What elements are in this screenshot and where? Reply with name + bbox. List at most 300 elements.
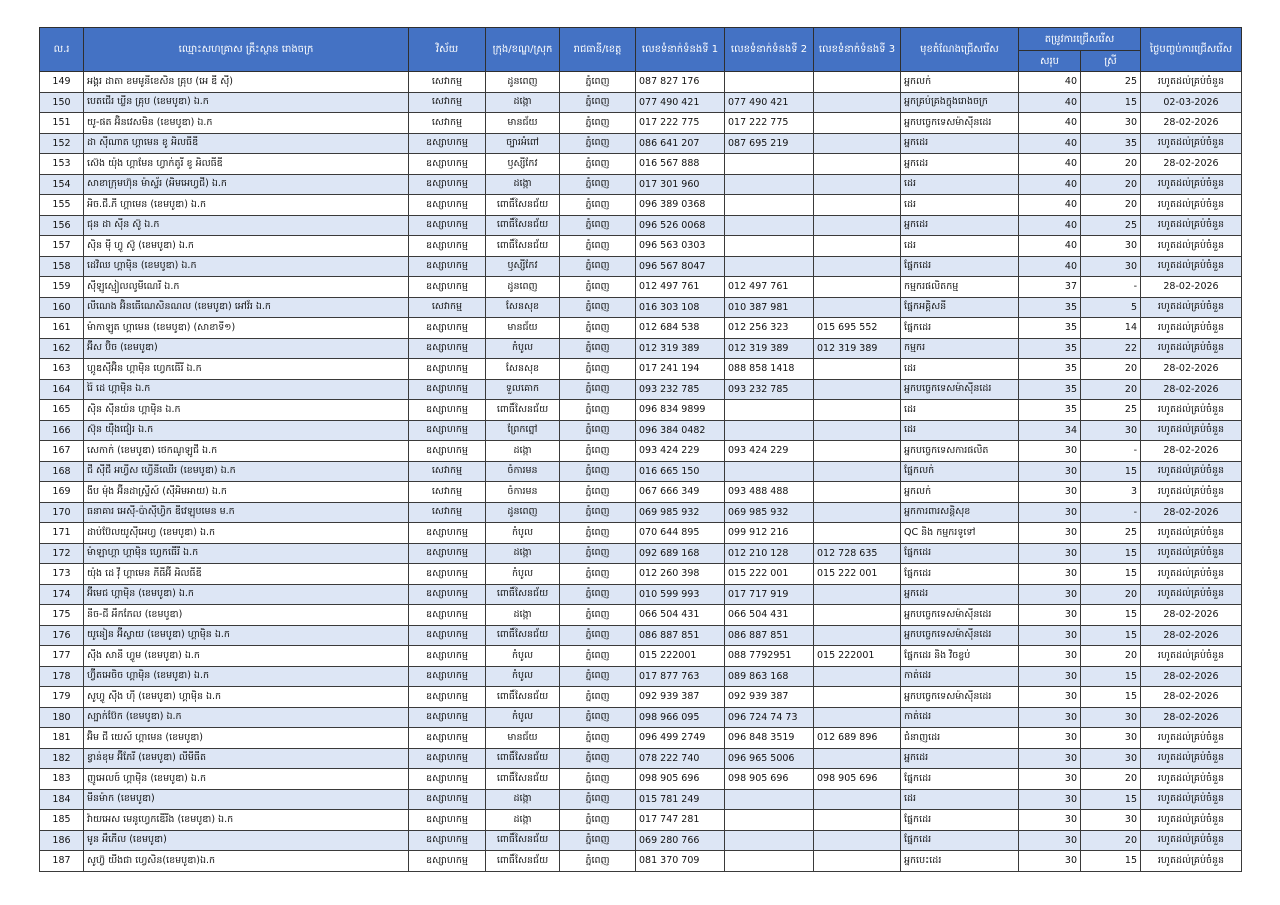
phone-1: 070 644 895 (636, 523, 725, 544)
row-no: 169 (40, 482, 84, 503)
deadline: រហូតដល់គ្រប់ចំនួន (1141, 482, 1242, 503)
phone-2: 096 848 3519 (725, 728, 814, 749)
total-count: 30 (1019, 605, 1081, 626)
position: ដេរ (901, 195, 1019, 216)
phone-1: 012 260 398 (636, 564, 725, 585)
col-no: ល.រ (40, 28, 84, 72)
company-name: ហ្គូឌស៊ីអ៊ិន ហ្គាម៉ិន ហ្វេកធើរី ឯ.ក (84, 359, 409, 380)
company-name: ហ្វ៊ីតអេចិច ហ្គាម៉ិន (ខេមបូឌា) ឯ.ក (84, 666, 409, 687)
phone-1: 016 303 108 (636, 297, 725, 318)
province: ភ្នំពេញ (560, 461, 636, 482)
female-count: 15 (1081, 92, 1141, 113)
phone-2: 089 863 168 (725, 666, 814, 687)
province: ភ្នំពេញ (560, 215, 636, 236)
phone-2: 017 717 919 (725, 584, 814, 605)
company-name: សេកាក់ (ខេមបូឌា) ថេកណូឡូជី ឯ.ក (84, 441, 409, 462)
phone-2 (725, 810, 814, 831)
total-count: 30 (1019, 543, 1081, 564)
deadline: រហូតដល់គ្រប់ចំនួន (1141, 543, 1242, 564)
sector: ឧស្សាហកម្ម (409, 707, 486, 728)
col-female: ស្រី (1081, 51, 1141, 72)
total-count: 40 (1019, 174, 1081, 195)
phone-3: 012 319 389 (814, 338, 901, 359)
phone-1: 077 490 421 (636, 92, 725, 113)
province: ភ្នំពេញ (560, 482, 636, 503)
phone-3 (814, 92, 901, 113)
row-no: 158 (40, 256, 84, 277)
position: ផ្នែកដេរ (901, 543, 1019, 564)
female-count: 14 (1081, 318, 1141, 339)
female-count: 25 (1081, 400, 1141, 421)
deadline: 28-02-2026 (1141, 277, 1242, 298)
company-name: ស៊ីឡូស្មៀលលូមីណេរី ឯ.ក (84, 277, 409, 298)
phone-1: 086 887 851 (636, 625, 725, 646)
total-count: 35 (1019, 297, 1081, 318)
province: ភ្នំពេញ (560, 195, 636, 216)
phone-1: 069 280 766 (636, 830, 725, 851)
province: ភ្នំពេញ (560, 748, 636, 769)
table-row (40, 646, 1242, 667)
company-name: ញូអេលច៍ ហ្គាម៉ិន (ខេមបូឌា) ឯ.ក (84, 769, 409, 790)
district: កំបូល (486, 338, 560, 359)
col-sector: វិស័យ (409, 28, 486, 72)
sector: ឧស្សាហកម្ម (409, 646, 486, 667)
sector: ឧស្សាហកម្ម (409, 256, 486, 277)
deadline: រហូតដល់គ្រប់ចំនួន (1141, 810, 1242, 831)
row-no: 171 (40, 523, 84, 544)
table-row (40, 277, 1242, 298)
row-no: 154 (40, 174, 84, 195)
phone-3 (814, 297, 901, 318)
table-row (40, 584, 1242, 605)
row-no: 177 (40, 646, 84, 667)
deadline: 28-02-2026 (1141, 359, 1242, 380)
phone-1: 096 526 0068 (636, 215, 725, 236)
total-count: 30 (1019, 687, 1081, 708)
sector: ឧស្សាហកម្ម (409, 195, 486, 216)
company-name: នីច-ជី អឹកភែល (ខេមបូឌា) (84, 605, 409, 626)
district: ច្បារអំពៅ (486, 133, 560, 154)
col-phone3: លេខទំនាក់ទំនងទី 3 (814, 28, 901, 72)
deadline: រហូតដល់គ្រប់ចំនួន (1141, 830, 1242, 851)
female-count: 15 (1081, 605, 1141, 626)
phone-1: 017 301 960 (636, 174, 725, 195)
row-no: 153 (40, 154, 84, 175)
sector: ឧស្សាហកម្ម (409, 359, 486, 380)
position: ផ្នែកដេរ (901, 810, 1019, 831)
col-province: រាជធានី/ខេត្ត (560, 28, 636, 72)
position: ផ្នែកដេរ (901, 564, 1019, 585)
sector: សេវាកម្ម (409, 461, 486, 482)
row-no: 159 (40, 277, 84, 298)
province: ភ្នំពេញ (560, 810, 636, 831)
sector: សេវាកម្ម (409, 113, 486, 134)
deadline: 28-02-2026 (1141, 441, 1242, 462)
table-body (40, 72, 1242, 872)
female-count: 15 (1081, 666, 1141, 687)
deadline: រហូតដល់គ្រប់ចំនួន (1141, 789, 1242, 810)
female-count: 30 (1081, 707, 1141, 728)
phone-3 (814, 502, 901, 523)
district: ពោធិ៍សែនជ័យ (486, 830, 560, 851)
table-row (40, 441, 1242, 462)
phone-2: 012 256 323 (725, 318, 814, 339)
table-row (40, 92, 1242, 113)
phone-2: 088 858 1418 (725, 359, 814, 380)
company-name: ម៉ាឡាហ្គា ហ្គាម៉ិន ហ្វេកធើរី ឯ.ក (84, 543, 409, 564)
col-phone1: លេខទំនាក់ទំនងទី 1 (636, 28, 725, 72)
province: ភ្នំពេញ (560, 441, 636, 462)
deadline: 28-02-2026 (1141, 605, 1242, 626)
phone-2: 017 222 775 (725, 113, 814, 134)
district: ដង្កោ (486, 543, 560, 564)
total-count: 30 (1019, 502, 1081, 523)
female-count: 15 (1081, 564, 1141, 585)
phone-3 (814, 687, 901, 708)
total-count: 35 (1019, 318, 1081, 339)
position: QC និង កម្មករទូទៅ (901, 523, 1019, 544)
col-quota: តម្រូវការជ្រើសរើស (1019, 28, 1141, 51)
phone-3 (814, 748, 901, 769)
sector: ឧស្សាហកម្ម (409, 215, 486, 236)
phone-2: 012 210 128 (725, 543, 814, 564)
deadline: រហូតដល់គ្រប់ចំនួន (1141, 174, 1242, 195)
phone-1: 015 222001 (636, 646, 725, 667)
position: ដេរ (901, 400, 1019, 421)
deadline: 28-02-2026 (1141, 154, 1242, 175)
row-no: 167 (40, 441, 84, 462)
deadline: រហូតដល់គ្រប់ចំនួន (1141, 748, 1242, 769)
phone-2 (725, 215, 814, 236)
sector: ឧស្សាហកម្ម (409, 584, 486, 605)
phone-3 (814, 195, 901, 216)
female-count: 30 (1081, 810, 1141, 831)
col-district: ក្រុង/ខណ្ឌ/ស្រុក (486, 28, 560, 72)
sector: ឧស្សាហកម្ម (409, 400, 486, 421)
phone-1: 012 319 389 (636, 338, 725, 359)
table-row (40, 830, 1242, 851)
district: កំបូល (486, 564, 560, 585)
table-row (40, 707, 1242, 728)
sector: ឧស្សាហកម្ម (409, 236, 486, 257)
deadline: រហូតដល់គ្រប់ចំនួន (1141, 728, 1242, 749)
female-count: 20 (1081, 154, 1141, 175)
district: កំបូល (486, 707, 560, 728)
position: ដេរ (901, 420, 1019, 441)
position: អ្នកដេរ (901, 748, 1019, 769)
position: កម្មករ (901, 338, 1019, 359)
row-no: 175 (40, 605, 84, 626)
table-row (40, 769, 1242, 790)
sector: ឧស្សាហកម្ម (409, 154, 486, 175)
province: ភ្នំពេញ (560, 666, 636, 687)
table-row (40, 133, 1242, 154)
female-count: - (1081, 441, 1141, 462)
district: ពោធិ៍សែនជ័យ (486, 687, 560, 708)
female-count: 15 (1081, 461, 1141, 482)
phone-1: 096 567 8047 (636, 256, 725, 277)
company-name: សូហ៊្វ យីងជា ហ្វេសិន(ខេមបូឌា)ឯ.ក (84, 851, 409, 872)
row-no: 181 (40, 728, 84, 749)
table-row (40, 625, 1242, 646)
table-row (40, 605, 1242, 626)
phone-3 (814, 236, 901, 257)
row-no: 186 (40, 830, 84, 851)
phone-3 (814, 605, 901, 626)
total-count: 40 (1019, 256, 1081, 277)
deadline: រហូតដល់គ្រប់ចំនួន (1141, 564, 1242, 585)
phone-1: 067 666 349 (636, 482, 725, 503)
phone-1: 016 567 888 (636, 154, 725, 175)
table-row (40, 687, 1242, 708)
deadline: រហូតដល់គ្រប់ចំនួន (1141, 400, 1242, 421)
position: កាត់ដេរ (901, 666, 1019, 687)
total-count: 30 (1019, 523, 1081, 544)
row-no: 183 (40, 769, 84, 790)
sector: ឧស្សាហកម្ម (409, 605, 486, 626)
col-deadline: ថ្ងៃបញ្ចប់ការជ្រើសរើស (1141, 28, 1242, 72)
total-count: 40 (1019, 92, 1081, 113)
position: ដេរ (901, 789, 1019, 810)
row-no: 173 (40, 564, 84, 585)
female-count: 15 (1081, 543, 1141, 564)
province: ភ្នំពេញ (560, 174, 636, 195)
deadline: 28-02-2026 (1141, 666, 1242, 687)
phone-3 (814, 256, 901, 277)
province: ភ្នំពេញ (560, 687, 636, 708)
district: ដូនពេញ (486, 72, 560, 93)
deadline: 28-02-2026 (1141, 113, 1242, 134)
table-row (40, 256, 1242, 277)
company-name: មីនម៉ាក (ខេមបូឌា) (84, 789, 409, 810)
company-name: អ៊ីស ប៊ិច (ខេមបូឌា) (84, 338, 409, 359)
total-count: 34 (1019, 420, 1081, 441)
table-row (40, 502, 1242, 523)
position: ជំនាញដេរ (901, 728, 1019, 749)
table-row (40, 728, 1242, 749)
deadline: រហូតដល់គ្រប់ចំនួន (1141, 523, 1242, 544)
district: ដង្កោ (486, 92, 560, 113)
district: សែនសុខ (486, 297, 560, 318)
table-row (40, 543, 1242, 564)
table-header (40, 28, 1242, 72)
company-name: លីណេង អ៊ិនធើណេសិនណល (ខេមបូឌា) អៅវ័រ ឯ.ក (84, 297, 409, 318)
phone-1: 078 222 740 (636, 748, 725, 769)
row-no: 170 (40, 502, 84, 523)
company-name: បេតជើរ ឃ្លីន គ្រុប (ខេមបូឌា) ឯ.ក (84, 92, 409, 113)
table-row (40, 236, 1242, 257)
phone-1: 066 504 431 (636, 605, 725, 626)
phone-3 (814, 72, 901, 93)
company-name: ស៊ីង សានី ហ្វូម (ខេមបូឌា) ឯ.ក (84, 646, 409, 667)
phone-2: 087 695 219 (725, 133, 814, 154)
district: ចំការមន (486, 461, 560, 482)
phone-3 (814, 584, 901, 605)
female-count: 20 (1081, 769, 1141, 790)
position: អ្នកលក់ (901, 482, 1019, 503)
row-no: 185 (40, 810, 84, 831)
total-count: 35 (1019, 359, 1081, 380)
row-no: 161 (40, 318, 84, 339)
phone-3 (814, 359, 901, 380)
sector: ឧស្សាហកម្ម (409, 564, 486, 585)
phone-2 (725, 400, 814, 421)
position: ផ្នែកដេរ (901, 769, 1019, 790)
total-count: 40 (1019, 133, 1081, 154)
sector: ឧស្សាហកម្ម (409, 277, 486, 298)
phone-2: 093 424 229 (725, 441, 814, 462)
phone-1: 017 877 763 (636, 666, 725, 687)
district: ដង្កោ (486, 441, 560, 462)
row-no: 166 (40, 420, 84, 441)
phone-2: 012 497 761 (725, 277, 814, 298)
province: ភ្នំពេញ (560, 564, 636, 585)
province: ភ្នំពេញ (560, 789, 636, 810)
total-count: 30 (1019, 728, 1081, 749)
table-row (40, 215, 1242, 236)
position: អ្នកគ្រប់គ្រងក្នុងរោងចក្រ (901, 92, 1019, 113)
phone-2 (725, 195, 814, 216)
phone-2 (725, 420, 814, 441)
total-count: 35 (1019, 338, 1081, 359)
province: ភ្នំពេញ (560, 584, 636, 605)
phone-3 (814, 461, 901, 482)
province: ភ្នំពេញ (560, 420, 636, 441)
deadline: រហូតដល់គ្រប់ចំនួន (1141, 461, 1242, 482)
district: ពោធិ៍សែនជ័យ (486, 584, 560, 605)
phone-1: 098 966 095 (636, 707, 725, 728)
total-count: 30 (1019, 564, 1081, 585)
sector: ឧស្សាហកម្ម (409, 625, 486, 646)
female-count: 3 (1081, 482, 1141, 503)
sector: ឧស្សាហកម្ម (409, 830, 486, 851)
phone-3 (814, 830, 901, 851)
phone-3 (814, 441, 901, 462)
sector: ឧស្សាហកម្ម (409, 523, 486, 544)
sector: ឧស្សាហកម្ម (409, 851, 486, 872)
phone-3 (814, 666, 901, 687)
female-count: 20 (1081, 379, 1141, 400)
phone-3 (814, 215, 901, 236)
phone-2 (725, 236, 814, 257)
row-no: 182 (40, 748, 84, 769)
phone-2: 093 488 488 (725, 482, 814, 503)
phone-1: 069 985 932 (636, 502, 725, 523)
deadline: 28-02-2026 (1141, 625, 1242, 646)
sector: ឧស្សាហកម្ម (409, 441, 486, 462)
phone-1: 096 389 0368 (636, 195, 725, 216)
position: ផ្នែកដេរ (901, 318, 1019, 339)
district: សែនសុខ (486, 359, 560, 380)
phone-3: 015 222 001 (814, 564, 901, 585)
company-name: អង្គរ ដាតា ខមមូនីខេសិន គ្រុប (អេ ឌី ស៊ី) (84, 72, 409, 93)
district: មានជ័យ (486, 113, 560, 134)
row-no: 179 (40, 687, 84, 708)
total-count: 40 (1019, 195, 1081, 216)
sector: ឧស្សាហកម្ម (409, 420, 486, 441)
province: ភ្នំពេញ (560, 72, 636, 93)
sector: ឧស្សាហកម្ម (409, 174, 486, 195)
sector: ឧស្សាហកម្ម (409, 789, 486, 810)
province: ភ្នំពេញ (560, 379, 636, 400)
deadline: 28-02-2026 (1141, 502, 1242, 523)
female-count: 20 (1081, 584, 1141, 605)
row-no: 164 (40, 379, 84, 400)
position: អ្នកការពារសន្តិសុខ (901, 502, 1019, 523)
phone-1: 012 684 538 (636, 318, 725, 339)
deadline: រហូតដល់គ្រប់ចំនួន (1141, 195, 1242, 216)
district: ដង្កោ (486, 605, 560, 626)
province: ភ្នំពេញ (560, 92, 636, 113)
row-no: 178 (40, 666, 84, 687)
position: អ្នកបច្ចេកទេសម៉ាស៊ីនដេរ (901, 605, 1019, 626)
total-count: 30 (1019, 646, 1081, 667)
total-count: 30 (1019, 461, 1081, 482)
position: អ្នកលក់ (901, 72, 1019, 93)
total-count: 30 (1019, 625, 1081, 646)
company-name: ជុន ដា ស៊ីន ស៊ូ ឯ.ក (84, 215, 409, 236)
deadline: 28-02-2026 (1141, 707, 1242, 728)
province: ភ្នំពេញ (560, 502, 636, 523)
total-count: 30 (1019, 830, 1081, 851)
province: ភ្នំពេញ (560, 359, 636, 380)
total-count: 30 (1019, 707, 1081, 728)
phone-1: 092 939 387 (636, 687, 725, 708)
phone-3: 098 905 696 (814, 769, 901, 790)
phone-3 (814, 400, 901, 421)
phone-2: 096 965 5006 (725, 748, 814, 769)
female-count: 20 (1081, 195, 1141, 216)
phone-2 (725, 174, 814, 195)
phone-3 (814, 174, 901, 195)
deadline: 02-03-2026 (1141, 92, 1242, 113)
phone-2: 086 887 851 (725, 625, 814, 646)
deadline: រហូតដល់គ្រប់ចំនួន (1141, 256, 1242, 277)
province: ភ្នំពេញ (560, 851, 636, 872)
phone-3 (814, 133, 901, 154)
row-no: 155 (40, 195, 84, 216)
position: ផ្នែកអគ្គិសនី (901, 297, 1019, 318)
province: ភ្នំពេញ (560, 523, 636, 544)
company-name: ធនាគារ អេស៊ី-ប៉ាស៊ីហ្វិក ឌីវេឡុបមេន ម.ក (84, 502, 409, 523)
province: ភ្នំពេញ (560, 728, 636, 749)
district: ពោធិ៍សែនជ័យ (486, 625, 560, 646)
phone-3: 015 222001 (814, 646, 901, 667)
phone-1: 086 641 207 (636, 133, 725, 154)
deadline: រហូតដល់គ្រប់ចំនួន (1141, 584, 1242, 605)
phone-1: 092 689 168 (636, 543, 725, 564)
sector: ឧស្សាហកម្ម (409, 810, 486, 831)
phone-1: 012 497 761 (636, 277, 725, 298)
phone-2: 069 985 932 (725, 502, 814, 523)
phone-2: 077 490 421 (725, 92, 814, 113)
province: ភ្នំពេញ (560, 625, 636, 646)
table-row (40, 113, 1242, 134)
row-no: 149 (40, 72, 84, 93)
position: អ្នកបច្ចេកទេសម៉ាស៊ីនដេរ (901, 687, 1019, 708)
female-count: 20 (1081, 830, 1141, 851)
district: ដូនពេញ (486, 277, 560, 298)
sector: ឧស្សាហកម្ម (409, 748, 486, 769)
phone-3 (814, 482, 901, 503)
phone-3: 012 689 896 (814, 728, 901, 749)
phone-3 (814, 523, 901, 544)
table-row (40, 420, 1242, 441)
row-no: 160 (40, 297, 84, 318)
province: ភ្នំពេញ (560, 154, 636, 175)
total-count: 30 (1019, 789, 1081, 810)
position: អ្នកដេរ (901, 584, 1019, 605)
